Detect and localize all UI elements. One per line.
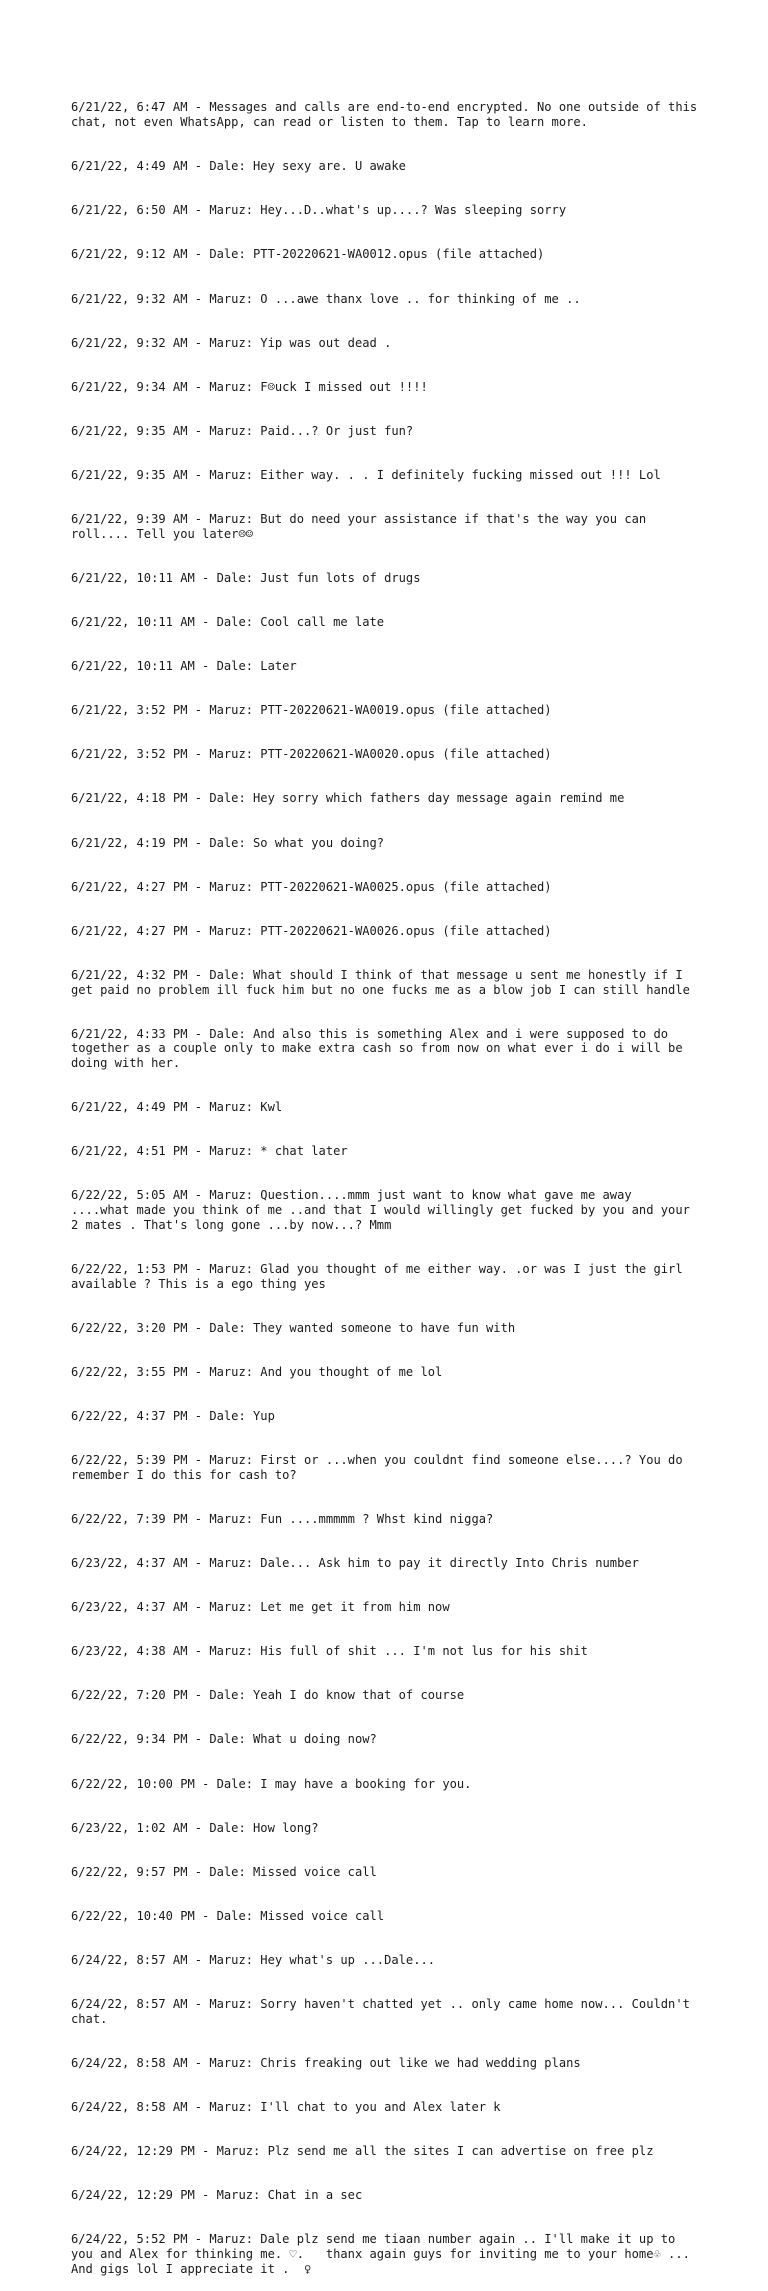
chat-line: 6/21/22, 4:27 PM - Maruz: PTT-20220621-WA0026.opus (file attached) (71, 923, 552, 938)
chat-line: 6/22/22, 7:39 PM - Maruz: Fun ....mmmmm ? Whst kind nigga? (71, 1511, 494, 1526)
chat-line: 6/21/22, 4:18 PM - Dale: Hey sorry which fathers day message again remind me (71, 791, 625, 806)
chat-line: 6/24/22, 8:58 AM - Maruz: Chris freaking out like we had wedding plans (71, 2055, 581, 2070)
chat-line: 6/21/22, 9:35 AM - Maruz: Paid...? Or just fun? (71, 423, 414, 438)
chat-line: 6/21/22, 9:39 AM - Maruz: But do need your assistance if that's the way you can roll.... Tell you later☹☺ (71, 512, 654, 541)
chat-line: 6/22/22, 5:05 AM - Maruz: Question....mmm just want to know what gave me away ....what made you think of me ..and that I would willingly get fucked by you and your 2 mates . That's long gone ...by now...? Mmm (71, 1188, 698, 1232)
chat-line: 6/21/22, 9:12 AM - Dale: PTT-20220621-WA0012.opus (file attached) (71, 247, 545, 262)
chat-line: 6/24/22, 12:29 PM - Maruz: Chat in a sec (71, 2188, 363, 2203)
chat-line: 6/21/22, 9:32 AM - Maruz: Yip was out dead . (71, 335, 392, 350)
chat-transcript (71, 71, 705, 2291)
chat-line: 6/22/22, 10:40 PM - Dale: Missed voice call (71, 1908, 385, 1923)
chat-line: 6/24/22, 5:52 PM - Maruz: Dale plz send me tiaan number again .. I'll make it up to you and Alex for thinking me. ♡. thanx again guys for inviting me to your home♧ ... And gigs lol I appreciate it . ♀ (71, 2232, 698, 2276)
chat-line: 6/22/22, 10:00 PM - Dale: I may have a booking for you. (71, 1776, 472, 1791)
chat-line: 6/21/22, 6:50 AM - Maruz: Hey...D..what's up....? Was sleeping sorry (71, 203, 567, 218)
chat-line: 6/21/22, 4:51 PM - Maruz: * chat later (71, 1144, 348, 1159)
chat-line: 6/21/22, 4:49 PM - Maruz: Kwl (71, 1100, 283, 1115)
chat-line: 6/21/22, 9:35 AM - Maruz: Either way. . . I definitely fucking missed out !!! Lol (71, 467, 661, 482)
chat-line: 6/21/22, 4:32 PM - Dale: What should I think of that message u sent me honestly if I get paid no problem ill fuck him but no one fucks me as a blow job I can still handle (71, 967, 690, 997)
chat-line: 6/21/22, 4:49 AM - Dale: Hey sexy are. U awake (71, 159, 406, 174)
chat-line: 6/22/22, 7:20 PM - Dale: Yeah I do know that of course (71, 1688, 465, 1703)
chat-line: 6/21/22, 3:52 PM - Maruz: PTT-20220621-WA0020.opus (file attached) (71, 747, 552, 762)
chat-line: 6/22/22, 3:55 PM - Maruz: And you thought of me lol (71, 1364, 443, 1379)
chat-line: 6/21/22, 10:11 AM - Dale: Later (71, 659, 297, 674)
chat-line: 6/21/22, 3:52 PM - Maruz: PTT-20220621-WA0019.opus (file attached) (71, 703, 552, 718)
chat-line: 6/24/22, 8:57 AM - Maruz: Sorry haven't chatted yet .. only came home now... Couldn't chat. (71, 1997, 698, 2026)
chat-line: 6/21/22, 10:11 AM - Dale: Just fun lots of drugs (71, 570, 421, 585)
chat-line: 6/22/22, 9:57 PM - Dale: Missed voice call (71, 1864, 377, 1879)
chat-line: 6/21/22, 4:27 PM - Maruz: PTT-20220621-WA0025.opus (file attached) (71, 879, 552, 894)
chat-line: 6/21/22, 9:32 AM - Maruz: O ...awe thanx love .. for thinking of me .. (71, 291, 581, 306)
chat-line: 6/21/22, 10:11 AM - Dale: Cool call me late (71, 615, 385, 630)
chat-line: 6/23/22, 4:38 AM - Maruz: His full of shit ... I'm not lus for his shit (71, 1644, 588, 1659)
chat-line: 6/22/22, 1:53 PM - Maruz: Glad you thought of me either way. .or was I just the girl available ? This is a ego thing yes (71, 1261, 690, 1291)
chat-line: 6/23/22, 1:02 AM - Dale: How long? (71, 1820, 319, 1835)
chat-line: 6/23/22, 4:37 AM - Maruz: Dale... Ask him to pay it directly Into Chris number (71, 1556, 639, 1571)
chat-line: 6/22/22, 9:34 PM - Dale: What u doing now? (71, 1732, 377, 1747)
chat-line: 6/22/22, 4:37 PM - Dale: Yup (71, 1408, 275, 1423)
chat-line: 6/21/22, 4:33 PM - Dale: And also this is something Alex and i were supposed to do together as a couple only to make extra cash so from now on what ever i do i will be doing with her. (71, 1026, 690, 1071)
chat-line: 6/24/22, 8:58 AM - Maruz: I'll chat to you and Alex later k (71, 2100, 501, 2115)
chat-line: 6/21/22, 6:47 AM - Messages and calls are end-to-end encrypted. No one outside of this chat, not even WhatsApp, can read or listen to them. Tap to learn more. (71, 100, 705, 130)
chat-line: 6/21/22, 9:34 AM - Maruz: F☹uck I missed out !!!! (71, 379, 428, 394)
chat-line: 6/22/22, 3:20 PM - Dale: They wanted someone to have fun with (71, 1320, 516, 1335)
chat-line: 6/24/22, 12:29 PM - Maruz: Plz send me all the sites I can advertise on free plz (71, 2144, 654, 2159)
chat-line: 6/21/22, 4:19 PM - Dale: So what you doing? (71, 835, 385, 850)
chat-line: 6/24/22, 8:57 AM - Maruz: Hey what's up ...Dale... (71, 1953, 436, 1967)
chat-line: 6/23/22, 4:37 AM - Maruz: Let me get it from him now (71, 1600, 450, 1615)
chat-line: 6/22/22, 5:39 PM - Maruz: First or ...when you couldnt find someone else....? You do remember I do this for cash to? (71, 1453, 690, 1482)
